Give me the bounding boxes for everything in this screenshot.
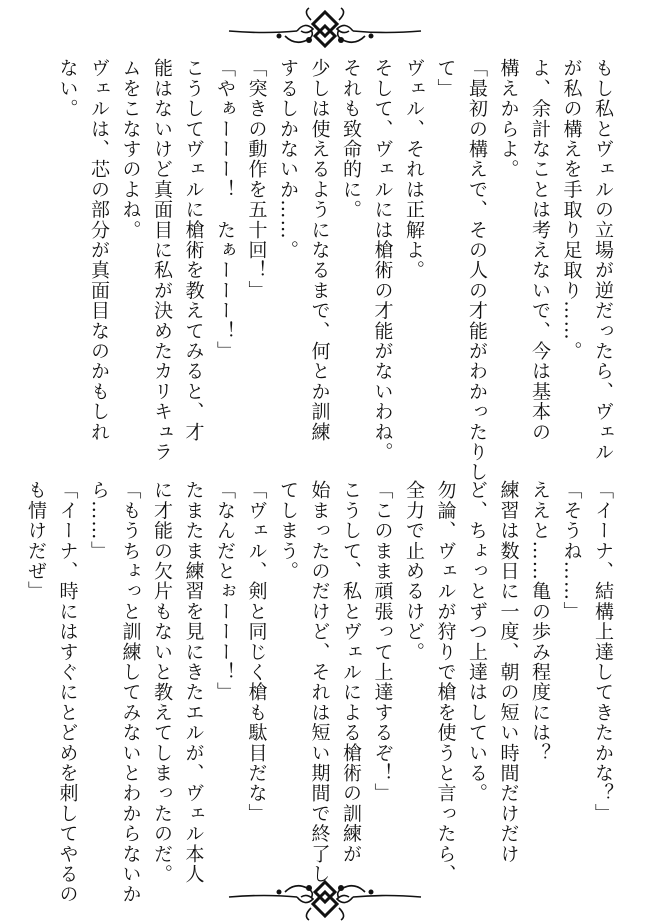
- text-column: ムをこなすのよね。: [119, 58, 142, 240]
- text-column: 「ヴェル、剣と同じく槍も駄目だな」: [245, 480, 268, 824]
- text-column: するしかないか……。: [277, 58, 299, 260]
- lower-text-block: [20, 480, 619, 904]
- text-column: ない。: [56, 58, 79, 119]
- text-column: それも致命的に。: [340, 58, 362, 220]
- text-column: 「もうちょっと訓練してみないとわからないか: [119, 480, 142, 905]
- upper-text-block: [51, 58, 618, 482]
- text-column: 「イーナ、結構上達してきたかな？」: [592, 480, 614, 824]
- text-column: 勿論、ヴェルが狩りで槍を使うと言ったら、: [434, 480, 457, 884]
- text-column: ええと……亀の歩み程度には？: [529, 480, 551, 763]
- text-column: が私の構えを手取り足取り……。: [560, 58, 583, 361]
- text-column: 「そうね……」: [560, 480, 583, 622]
- text-column: 「やぁーーー！ たぁーーー！」: [214, 58, 236, 361]
- text-column: こうしてヴェルに槍術を教えてみると、才: [182, 58, 205, 442]
- top-ornament: [225, 6, 425, 56]
- text-column: て」: [434, 58, 457, 99]
- text-column: 構えからよ。: [497, 58, 520, 180]
- text-column: 能はないけど真面目に私が決めたカリキュラ: [151, 58, 173, 462]
- text-column: ら……」: [88, 480, 110, 561]
- text-column: ヴェルは、芯の部分が真面目なのかもしれ: [88, 58, 110, 442]
- text-column: よ、余計なことは考えないで、今は基本の: [529, 58, 551, 442]
- text-column: 練習は数日に一度、朝の短い時間だけだけ: [497, 480, 520, 864]
- text-column: たまたま練習を見にきたエルが、ヴェル本人: [182, 480, 205, 884]
- bottom-ornament: [225, 872, 425, 922]
- text-column: 全力で止めるけど。: [403, 480, 425, 662]
- text-column: そして、ヴェルには槍術の才能がないわね。: [371, 58, 394, 462]
- text-column: もし私とヴェルの立場が逆だったら、ヴェル: [592, 58, 614, 462]
- text-column: 「突きの動作を五十回！」: [245, 58, 268, 301]
- text-column: 「なんだとぉーーー！」: [214, 480, 236, 703]
- text-column: 「最初の構えで、その人の才能がわかったりし: [466, 58, 488, 483]
- text-column: 「このまま頑張って上達するぞ！」: [371, 480, 394, 804]
- text-column: 始まったのだけど、それは短い期間で終了し: [308, 480, 331, 884]
- text-column: ど、ちょっとずつ上達はしている。: [466, 480, 488, 804]
- text-column: も情けだぜ」: [25, 480, 47, 602]
- text-column: ヴェル、それは正解よ。: [403, 58, 425, 281]
- text-column: こうして、私とヴェルによる槍術の訓練が: [340, 480, 362, 864]
- text-column: 少しは使えるようになるまで、何とか訓練: [308, 58, 331, 442]
- text-column: に才能の欠片もないと教えてしまったのだ。: [151, 480, 173, 884]
- text-column: てしまう。: [277, 480, 299, 581]
- text-column: 「イーナ、時にはすぐにとどめを刺してやるの: [56, 480, 79, 905]
